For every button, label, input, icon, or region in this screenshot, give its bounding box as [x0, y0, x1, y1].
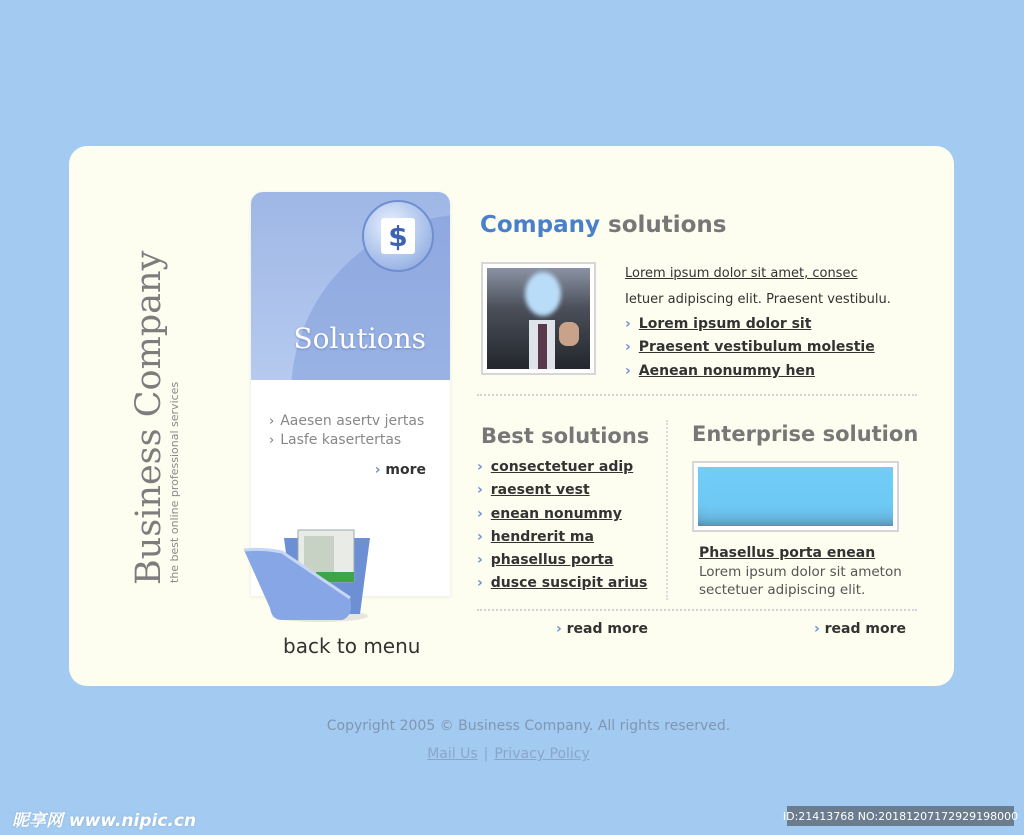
solutions-title: Solutions — [293, 322, 426, 355]
list-item — [625, 336, 875, 359]
businessman-photo — [481, 262, 596, 375]
company-solutions-heading — [480, 212, 727, 238]
watermark-logo: 昵享网 www.nipic.cn — [12, 811, 197, 831]
brand — [130, 251, 182, 585]
best-link[interactable]: hendrerit ma — [490, 528, 594, 545]
best-solutions-heading: Best solutions — [481, 424, 650, 448]
heading-accent: Company — [480, 212, 600, 238]
divider — [477, 394, 917, 396]
copyright: Copyright 2005 © Business Company. All rights reserved. — [326, 718, 731, 734]
company-link[interactable]: Praesent vestibulum molestie — [638, 339, 875, 356]
read-more-best[interactable]: › read more — [556, 621, 648, 637]
best-link[interactable]: enean nonummy — [490, 505, 622, 522]
tie — [538, 324, 547, 369]
company-link[interactable]: Lorem ipsum dolor sit — [638, 316, 812, 332]
heading-rest: solutions — [600, 212, 727, 238]
best-link[interactable]: consectetuer adip — [490, 459, 634, 475]
divider — [477, 609, 917, 611]
folder-icon — [242, 528, 374, 624]
team-photo — [692, 461, 899, 532]
intro-link[interactable]: Lorem ipsum dolor sit amet, consec — [625, 266, 858, 281]
list-item[interactable]: › Aaesen asertv jertas — [269, 412, 424, 431]
list-item — [625, 313, 875, 336]
list-item — [477, 456, 647, 479]
best-link[interactable]: dusce suscipit arius — [490, 575, 648, 592]
best-link[interactable]: phasellus porta — [490, 552, 614, 569]
separator: | — [483, 746, 489, 762]
list-item — [477, 526, 647, 549]
list-item — [477, 479, 647, 502]
dollar-icon — [362, 200, 434, 272]
list-item — [477, 572, 647, 595]
company-links — [625, 313, 875, 383]
brand-tagline: the best online professional services — [168, 381, 181, 583]
dollar-glyph: $ — [381, 218, 415, 254]
face — [525, 272, 561, 316]
best-links — [477, 456, 647, 596]
mail-us-link[interactable]: Mail Us — [427, 746, 478, 762]
solutions-card-header — [251, 192, 450, 380]
back-to-menu-link[interactable]: back to menu — [283, 634, 421, 658]
hand — [559, 322, 579, 346]
list-item — [477, 549, 647, 572]
footer-links — [0, 746, 1017, 762]
enterprise-text: Lorem ipsum dolor sit ameton sectetuer adipiscing elit. — [699, 564, 902, 598]
privacy-policy-link[interactable]: Privacy Policy — [494, 746, 590, 762]
list-item — [625, 360, 875, 383]
list-item — [477, 503, 647, 526]
list-item[interactable]: › Lasfe kasertertas — [269, 431, 424, 450]
brand-title: Business Company — [129, 250, 169, 585]
photo-image — [698, 467, 893, 526]
enterprise-link[interactable]: Phasellus porta enean — [699, 545, 876, 561]
divider — [666, 420, 668, 600]
enterprise-solution-heading: Enterprise solution — [692, 422, 919, 446]
best-link[interactable]: raesent vest — [490, 482, 590, 499]
more-link[interactable]: › more — [375, 462, 426, 478]
intro-text: Ietuer adipiscing elit. Praesent vestibulu. — [625, 292, 891, 307]
solutions-list — [269, 412, 424, 450]
read-more-enterprise[interactable]: › read more — [814, 621, 906, 637]
watermark-id: ID:21413768 NO:20181207172929198000 — [787, 806, 1014, 826]
photo-image — [487, 268, 590, 369]
company-link[interactable]: Aenean nonummy hen — [638, 362, 815, 379]
